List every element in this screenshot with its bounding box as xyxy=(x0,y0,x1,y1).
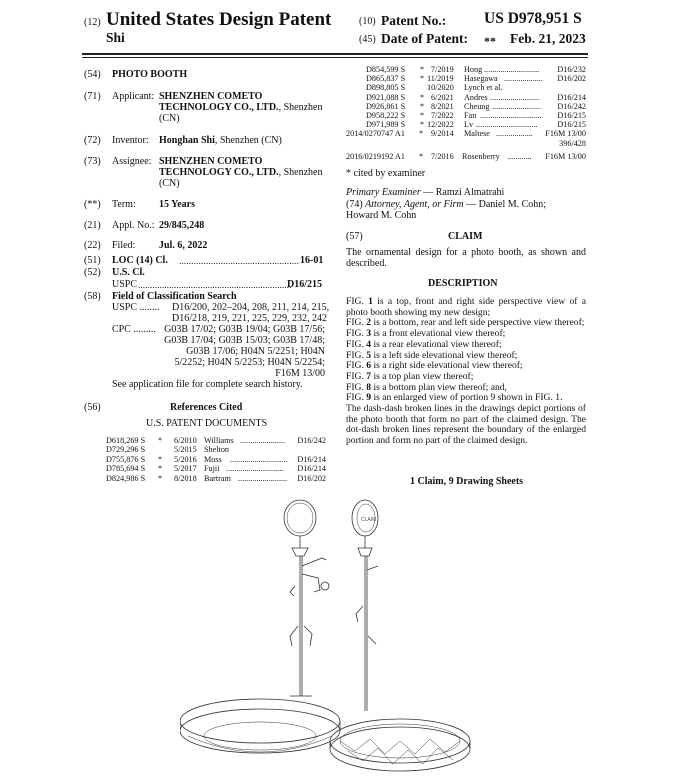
search-uspc-line1: D16/200, 202–204, 208, 211, 214, 215, xyxy=(172,302,330,313)
reference-row: D958,222 S * 7/2022 Fan .............................. D16/215 xyxy=(366,111,586,120)
field-72-code: (72) xyxy=(84,135,101,146)
patent-date: Feb. 21, 2023 xyxy=(510,31,586,46)
figure-description: FIG. 6 is a right side elevational view thereof; xyxy=(346,360,523,372)
date-of-patent-label: Date of Patent: xyxy=(381,31,468,46)
patent-no-label: Patent No.: xyxy=(381,13,447,28)
applicant-name-line1: SHENZHEN COMETO xyxy=(159,91,263,102)
header-rule-thin xyxy=(82,57,588,58)
loc-class-label: LOC (14) Cl. xyxy=(112,255,168,266)
kind-code-10: (10) xyxy=(359,16,376,27)
field-56-code: (56) xyxy=(84,402,101,413)
appl-no-label: Appl. No.: xyxy=(112,220,155,231)
figure-description: FIG. 4 is a rear elevational view thereof; xyxy=(346,338,502,350)
search-cpc-line1: G03B 17/02; G03B 19/04; G03B 17/56; xyxy=(164,324,325,335)
assignee-name-line2: TECHNOLOGY CO., LTD., Shenzhen xyxy=(159,167,323,178)
right-references-table xyxy=(346,65,586,165)
uspc-dots: ................................................................ xyxy=(138,280,292,290)
us-class-label: U.S. Cl. xyxy=(112,267,145,278)
loc-class-value: 16-01 xyxy=(300,255,324,266)
ring-text: CLAIM xyxy=(361,517,377,523)
right-ring-light xyxy=(352,500,378,556)
search-history-note: See application file for complete search history. xyxy=(112,379,303,390)
field-73-code: (73) xyxy=(84,156,101,167)
primary-examiner: Primary Examiner — Ramzi Almatrahi xyxy=(346,187,505,198)
left-platform xyxy=(180,699,340,753)
search-uspc-line2: D16/218, 219, 221, 225, 229, 232, 242 xyxy=(172,313,327,324)
reference-row: D618,269 S * 6/2010 Williams ...................... D16/242 xyxy=(106,436,326,445)
figure-description: FIG. 7 is a top plan view thereof; xyxy=(346,370,474,382)
attorney-line2: Howard M. Cohn xyxy=(346,210,417,221)
references-cited-title: References Cited xyxy=(170,402,243,413)
claims-summary: 1 Claim, 9 Drawing Sheets xyxy=(410,476,524,487)
search-cpc-line2: G03B 17/04; G03B 15/03; G03B 17/48; xyxy=(164,335,325,346)
cited-by-examiner-note: * cited by examiner xyxy=(346,168,426,179)
applicant-label: Applicant: xyxy=(112,91,155,102)
assignee-country: (CN) xyxy=(159,178,180,189)
reference-row: D854,599 S * 7/2019 Hong ........................... D16/232 xyxy=(366,65,586,74)
reference-row: D926,861 S * 8/2021 Cheung ........................ D16/242 xyxy=(366,101,586,111)
filed-value: Jul. 6, 2022 xyxy=(159,240,208,251)
assignee-name-line1: SHENZHEN COMETO xyxy=(159,156,263,167)
inventor-name: Honghan Shi, Shenzhen (CN) xyxy=(159,135,282,146)
kind-code-12: (12) xyxy=(84,17,101,28)
left-stand xyxy=(290,556,329,696)
field-22-code: (22) xyxy=(84,240,101,251)
left-ring-light xyxy=(284,500,316,556)
field-52-code: (52) xyxy=(84,267,101,278)
right-platform xyxy=(330,719,470,771)
reference-row: 396/428 xyxy=(559,138,586,148)
classification-search-label: Field of Classification Search xyxy=(112,291,237,302)
figure-description: FIG. 2 is a bottom, rear and left side perspective view thereof; xyxy=(346,317,585,329)
filed-label: Filed: xyxy=(112,240,136,251)
description-block xyxy=(346,297,586,447)
search-cpc-line3: G03B 17/06; H04N 5/2251; H04N xyxy=(186,346,325,357)
description-title: DESCRIPTION xyxy=(428,278,498,289)
right-stand xyxy=(356,556,378,711)
header-rule xyxy=(82,53,588,55)
search-cpc-line4: 5/2252; H04N 5/2253; H04N 5/2254; xyxy=(174,357,325,368)
broken-lines-note: The dash-dash broken lines in the drawings depict portions of the photo booth that form no part of the claimed design. The dot-dash broken lines represent the boundary of the enlarged portion and form no part of the claimed design. xyxy=(346,403,586,447)
design-title: PHOTO BOOTH xyxy=(112,69,188,80)
reference-row: D755,876 S * 5/2016 Moss ............................ D16/214 xyxy=(106,454,326,464)
claim-text: The ornamental design for a photo booth, as shown and described. xyxy=(346,247,586,269)
claim-title: CLAIM xyxy=(448,231,483,242)
search-cpc-label: CPC ......... xyxy=(112,324,156,335)
left-references-table xyxy=(106,436,326,490)
reference-row: D971,989 S * 12/2022 Lv .............................. D16/215 xyxy=(366,120,586,130)
appl-no-value: 29/845,248 xyxy=(159,220,205,231)
figure-description: FIG. 1 is a top, front and right side perspective view of a photo booth showing my new design; xyxy=(346,296,586,318)
applicant-name-line2: TECHNOLOGY CO., LTD., Shenzhen xyxy=(159,102,323,113)
attorney-line1: (74) Attorney, Agent, or Firm — Daniel M. Cohn; xyxy=(346,199,547,210)
uspc-value: D16/215 xyxy=(287,279,322,290)
search-uspc-label: USPC ........ xyxy=(112,302,160,313)
reference-row: D824,986 S * 8/2018 Bartram ........................ D16/202 xyxy=(106,473,326,483)
term-code: (**) xyxy=(84,199,101,210)
field-21-code: (21) xyxy=(84,220,101,231)
assignee-label: Assignee: xyxy=(112,156,152,167)
patent-number: US D978,951 S xyxy=(484,10,582,27)
us-patent-documents-title: U.S. PATENT DOCUMENTS xyxy=(146,418,268,429)
term-label: Term: xyxy=(112,199,136,210)
term-value: 15 Years xyxy=(159,199,196,210)
date-stars: ** xyxy=(484,34,496,48)
loc-class-dots: ................................................. xyxy=(179,256,300,266)
claim-code: (57) xyxy=(346,231,363,242)
field-71-code: (71) xyxy=(84,91,101,102)
reference-row: D865,837 S * 11/2019 Hasegawa ................... D16/202 xyxy=(366,74,586,84)
reference-row: D785,694 S * 5/2017 Fujii ............................ D16/214 xyxy=(106,464,326,474)
reference-row: D898,805 S 10/2020 Lynch et al. xyxy=(366,83,503,93)
inventor-label: Inventor: xyxy=(112,135,149,146)
figure-description: FIG. 5 is a left side elevational view thereof; xyxy=(346,349,518,361)
kind-code-45: (45) xyxy=(359,34,376,45)
patent-title: United States Design Patent xyxy=(106,9,332,30)
reference-row: D921,088 S * 6/2021 Andres ........................ D16/214 xyxy=(366,92,586,102)
photo-booth-drawing xyxy=(180,496,600,776)
reference-row: 2016/0219192 A1 * 7/2016 Rosenberry ............ F16M 13/00 xyxy=(346,152,586,161)
field-58-code: (58) xyxy=(84,291,101,302)
reference-row: 2014/0270747 A1 * 9/2014 Maltese .................. F16M 13/00 xyxy=(346,129,586,139)
figure-description: FIG. 3 is a front elevational view thereof; xyxy=(346,328,506,340)
field-51-code: (51) xyxy=(84,255,101,266)
field-54-code: (54) xyxy=(84,69,101,80)
figure-description: FIG. 9 is an enlarged view of portion 9 shown in FIG. 1. xyxy=(346,392,563,404)
search-cpc-line5: F16M 13/00 xyxy=(275,368,325,379)
applicant-country: (CN) xyxy=(159,113,180,124)
figure-description: FIG. 8 is a bottom plan view thereof; and, xyxy=(346,381,507,393)
uspc-label: USPC xyxy=(112,279,138,290)
inventor-short-name: Shi xyxy=(106,30,125,45)
reference-row: D729,296 S 5/2015 Shelton xyxy=(106,445,230,455)
